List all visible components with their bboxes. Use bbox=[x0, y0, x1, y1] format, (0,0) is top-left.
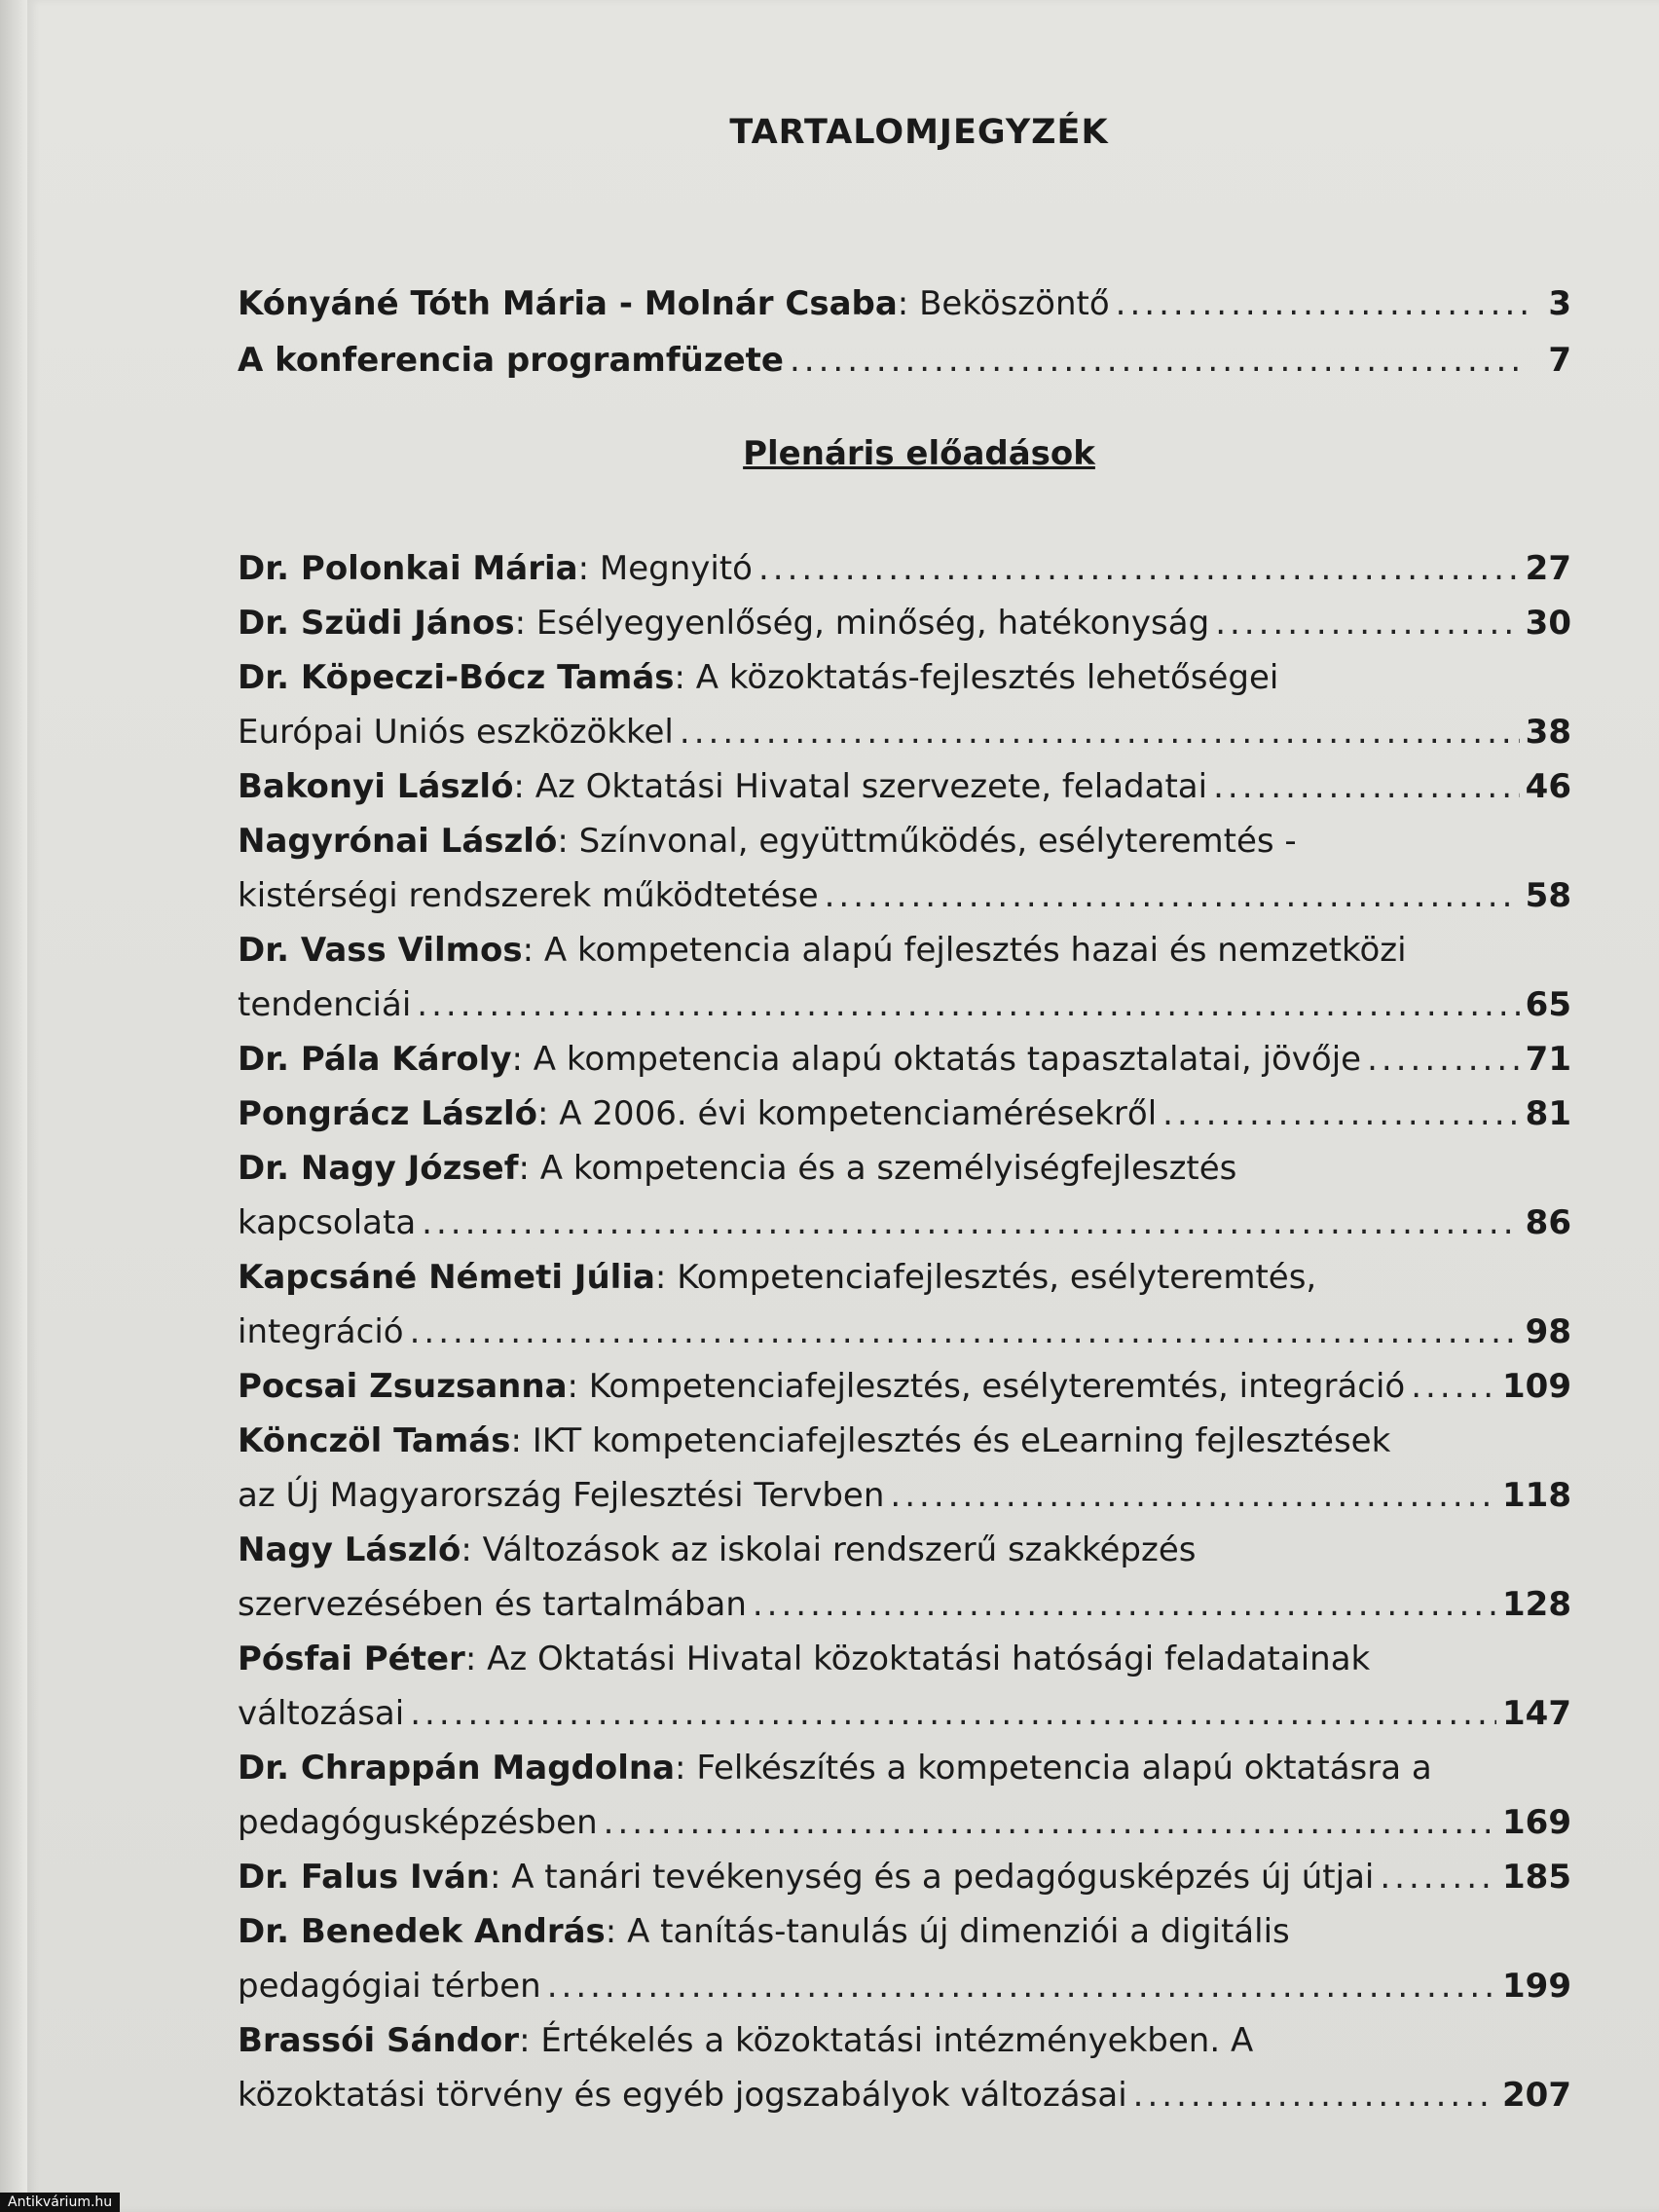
toc-colon: : bbox=[567, 1367, 589, 1406]
toc-colon: : bbox=[557, 822, 579, 861]
toc-line bbox=[238, 1569, 1571, 1624]
page-number: 147 bbox=[1502, 1694, 1571, 1733]
toc-colon: : bbox=[605, 1912, 628, 1951]
toc-line bbox=[238, 861, 1571, 915]
toc-title-text: IKT kompetenciafejlesztés és eLearning fejlesztések bbox=[532, 1421, 1391, 1460]
toc-colon: : bbox=[514, 604, 536, 643]
toc-author: Dr. Falus Iván bbox=[238, 1858, 490, 1897]
toc-title-text: A kompetencia alapú oktatás tapasztalatai, jövője bbox=[533, 1040, 1362, 1079]
page-number: 86 bbox=[1525, 1203, 1571, 1242]
page-number: 71 bbox=[1525, 1040, 1571, 1079]
toc-line bbox=[238, 1351, 1571, 1406]
leader-dots bbox=[790, 341, 1527, 380]
page-number: 30 bbox=[1525, 604, 1571, 643]
toc-title-text: tendenciái bbox=[238, 985, 412, 1024]
leader-dots bbox=[825, 876, 1520, 915]
toc-entry bbox=[238, 1024, 1571, 1079]
toc-title-text: A 2006. évi kompetenciamérésekről bbox=[559, 1094, 1158, 1133]
toc-colon: : bbox=[489, 1858, 512, 1897]
toc-title-text: kapcsolata bbox=[238, 1203, 417, 1242]
leader-dots bbox=[410, 1312, 1520, 1351]
page-title: TARTALOMJEGYZÉK bbox=[729, 113, 1109, 152]
toc-entry bbox=[238, 1897, 1571, 2006]
toc-line bbox=[238, 325, 1571, 380]
toc-author: Dr. Köpeczi-Bócz Tamás bbox=[238, 658, 675, 697]
toc-line bbox=[238, 1678, 1571, 1733]
toc-author: Dr. Pála Károly bbox=[238, 1040, 512, 1079]
page-number: 38 bbox=[1525, 713, 1571, 752]
toc-line bbox=[238, 2006, 1571, 2060]
toc-author: Pósfai Péter bbox=[238, 1640, 465, 1678]
toc-author: Pongrácz László bbox=[238, 1094, 537, 1133]
toc-line bbox=[238, 1188, 1571, 1242]
toc-line bbox=[238, 1515, 1571, 1569]
toc-entry bbox=[238, 325, 1571, 380]
toc-author: Kónyáné Tóth Mária - Molnár Csaba bbox=[238, 284, 898, 323]
toc-title-text: Változások az iskolai rendszerű szakképzés bbox=[482, 1530, 1197, 1569]
toc-author: Nagyrónai László bbox=[238, 822, 558, 861]
toc-colon: : bbox=[536, 1094, 560, 1133]
page-number: 98 bbox=[1525, 1312, 1571, 1351]
toc-line bbox=[238, 1788, 1571, 1842]
toc-author: Dr. Szüdi János bbox=[238, 604, 515, 643]
toc-title-text: pedagógusképzésben bbox=[238, 1803, 598, 1842]
toc-author: Dr. Chrappán Magdolna bbox=[238, 1749, 676, 1788]
leader-dots bbox=[410, 1694, 1496, 1733]
toc-entry bbox=[238, 643, 1571, 752]
toc-title-text: A kompetencia alapú fejlesztés hazai és nemzetközi bbox=[543, 931, 1407, 970]
toc-line bbox=[238, 1733, 1571, 1788]
toc-line bbox=[238, 1024, 1571, 1079]
toc-title-text: változásai bbox=[238, 1694, 405, 1733]
toc-entry bbox=[238, 534, 1571, 588]
leader-dots bbox=[604, 1803, 1496, 1842]
toc-line bbox=[238, 1133, 1571, 1188]
watermark: Antikvárium.hu bbox=[0, 2193, 120, 2212]
toc-line bbox=[238, 2060, 1571, 2115]
toc-title-text: Színvonal, együttműködés, esélyteremtés - bbox=[578, 822, 1297, 861]
toc-author: Nagy László bbox=[238, 1530, 461, 1569]
toc-title-text: A kompetencia és a személyiségfejlesztés bbox=[539, 1149, 1237, 1188]
leader-dots bbox=[1116, 284, 1527, 323]
toc-title-text: kistérségi rendszerek működtetése bbox=[238, 876, 819, 915]
leader-dots bbox=[680, 713, 1520, 752]
toc-author: Kapcsáné Németi Júlia bbox=[238, 1258, 655, 1297]
toc-title-text: A közoktatás-fejlesztés lehetőségei bbox=[695, 658, 1279, 697]
leader-dots bbox=[1133, 2076, 1496, 2115]
toc-entry bbox=[238, 1515, 1571, 1624]
leader-dots bbox=[1162, 1094, 1520, 1133]
toc-colon: : bbox=[513, 767, 535, 806]
toc-title-text: A tanítás-tanulás új dimenziói a digitális bbox=[627, 1912, 1290, 1951]
toc-colon: : bbox=[519, 2021, 541, 2060]
toc-entry bbox=[238, 1133, 1571, 1242]
toc-author: Dr. Nagy József bbox=[238, 1149, 519, 1188]
leader-dots bbox=[547, 1967, 1496, 2006]
toc-line bbox=[238, 643, 1571, 697]
leader-dots bbox=[758, 549, 1520, 588]
toc-title-text: Kompetenciafejlesztés, esélyteremtés, bbox=[677, 1258, 1317, 1297]
book-spine bbox=[0, 0, 27, 2212]
toc-title-text: Esélyegyenlőség, minőség, hatékonyság bbox=[535, 604, 1210, 643]
toc-line bbox=[238, 1242, 1571, 1297]
toc-line bbox=[238, 1951, 1571, 2006]
toc-entry bbox=[238, 2006, 1571, 2115]
page-number: 27 bbox=[1525, 549, 1571, 588]
toc-colon: : bbox=[654, 1258, 678, 1297]
toc-line bbox=[238, 970, 1571, 1024]
toc-colon: : bbox=[518, 1149, 540, 1188]
toc-author: Dr. Polonkai Mária bbox=[238, 549, 578, 588]
toc-colon: : bbox=[577, 549, 600, 588]
page-number: 7 bbox=[1548, 341, 1571, 380]
toc-title-text: Kompetenciafejlesztés, esélyteremtés, integráció bbox=[588, 1367, 1406, 1406]
toc-line bbox=[238, 697, 1571, 752]
toc-title-text: Az Oktatási Hivatal közoktatási hatósági feladatainak bbox=[487, 1640, 1371, 1678]
page-number: 169 bbox=[1502, 1803, 1571, 1842]
toc-title-text: közoktatási törvény és egyéb jogszabályok változásai bbox=[238, 2076, 1127, 2115]
toc-entry bbox=[238, 269, 1571, 323]
toc-entry bbox=[238, 752, 1571, 806]
toc-colon: : bbox=[897, 284, 920, 323]
toc-author: Brassói Sándor bbox=[238, 2021, 520, 2060]
toc-title-text: Beköszöntő bbox=[919, 284, 1110, 323]
toc-colon: : bbox=[510, 1421, 533, 1460]
toc-line bbox=[238, 1406, 1571, 1460]
toc-colon: : bbox=[461, 1530, 483, 1569]
page-number: 65 bbox=[1525, 985, 1571, 1024]
toc-author: Pocsai Zsuzsanna bbox=[238, 1367, 568, 1406]
toc-line bbox=[238, 806, 1571, 861]
page-number: 185 bbox=[1502, 1858, 1571, 1897]
toc-line bbox=[238, 269, 1571, 323]
page-number: 118 bbox=[1502, 1476, 1571, 1515]
toc-colon: : bbox=[674, 658, 696, 697]
page-number: 109 bbox=[1502, 1367, 1571, 1406]
toc-line bbox=[238, 752, 1571, 806]
toc-title-text: integráció bbox=[238, 1312, 404, 1351]
toc-title-text: az Új Magyarország Fejlesztési Tervben bbox=[238, 1476, 885, 1515]
toc-title-text: Felkészítés a kompetencia alapú oktatásra a bbox=[696, 1749, 1432, 1788]
toc-entry bbox=[238, 1242, 1571, 1351]
toc-entry bbox=[238, 806, 1571, 915]
toc-entry bbox=[238, 1733, 1571, 1842]
page-number: 81 bbox=[1525, 1094, 1571, 1133]
toc-line bbox=[238, 1624, 1571, 1678]
toc-line bbox=[238, 1297, 1571, 1351]
page-number: 128 bbox=[1502, 1585, 1571, 1624]
leader-dots bbox=[1380, 1858, 1496, 1897]
toc-title-text: Megnyitó bbox=[599, 549, 753, 588]
toc-colon: : bbox=[675, 1749, 697, 1788]
toc-line bbox=[238, 588, 1571, 643]
page-number: 3 bbox=[1548, 284, 1571, 323]
leader-dots bbox=[417, 985, 1519, 1024]
leader-dots bbox=[1367, 1040, 1520, 1079]
toc-title-text: szervezésében és tartalmában bbox=[238, 1585, 747, 1624]
page-number: 207 bbox=[1502, 2076, 1571, 2115]
toc-line bbox=[238, 1897, 1571, 1951]
toc-title-text: pedagógiai térben bbox=[238, 1967, 541, 2006]
leader-dots bbox=[890, 1476, 1496, 1515]
toc-line bbox=[238, 915, 1571, 970]
leader-dots bbox=[422, 1203, 1520, 1242]
leader-dots bbox=[1411, 1367, 1496, 1406]
toc-colon: : bbox=[522, 931, 544, 970]
toc-title-text: A tanári tevékenység és a pedagógusképzés új útjai bbox=[511, 1858, 1375, 1897]
page-number: 46 bbox=[1525, 767, 1571, 806]
leader-dots bbox=[1215, 604, 1519, 643]
toc-title-text: Értékelés a közoktatási intézményekben. A bbox=[540, 2021, 1254, 2060]
toc-author: Dr. Vass Vilmos bbox=[238, 931, 523, 970]
toc-author: Dr. Benedek András bbox=[238, 1912, 606, 1951]
toc-entry bbox=[238, 588, 1571, 643]
toc-colon: : bbox=[464, 1640, 488, 1678]
leader-dots bbox=[753, 1585, 1496, 1624]
toc-title-text: Európai Uniós eszközökkel bbox=[238, 713, 674, 752]
toc-line bbox=[238, 1842, 1571, 1897]
toc-line bbox=[238, 1079, 1571, 1133]
toc-author: Könczöl Tamás bbox=[238, 1421, 511, 1460]
toc-entry bbox=[238, 1624, 1571, 1733]
toc-title-text: Az Oktatási Hivatal szervezete, feladatai bbox=[535, 767, 1208, 806]
toc-colon: : bbox=[511, 1040, 534, 1079]
section-heading: Plenáris előadások bbox=[743, 434, 1095, 473]
toc-entry bbox=[238, 915, 1571, 1024]
toc-entry bbox=[238, 1842, 1571, 1897]
toc-title-text: A konferencia programfüzete bbox=[238, 341, 784, 380]
toc-author: Bakonyi László bbox=[238, 767, 514, 806]
page-number: 58 bbox=[1525, 876, 1571, 915]
toc-line bbox=[238, 1460, 1571, 1515]
toc-entry bbox=[238, 1351, 1571, 1406]
page-number: 199 bbox=[1502, 1967, 1571, 2006]
toc-entry bbox=[238, 1406, 1571, 1515]
leader-dots bbox=[1213, 767, 1520, 806]
toc-entry bbox=[238, 1079, 1571, 1133]
toc-line bbox=[238, 534, 1571, 588]
